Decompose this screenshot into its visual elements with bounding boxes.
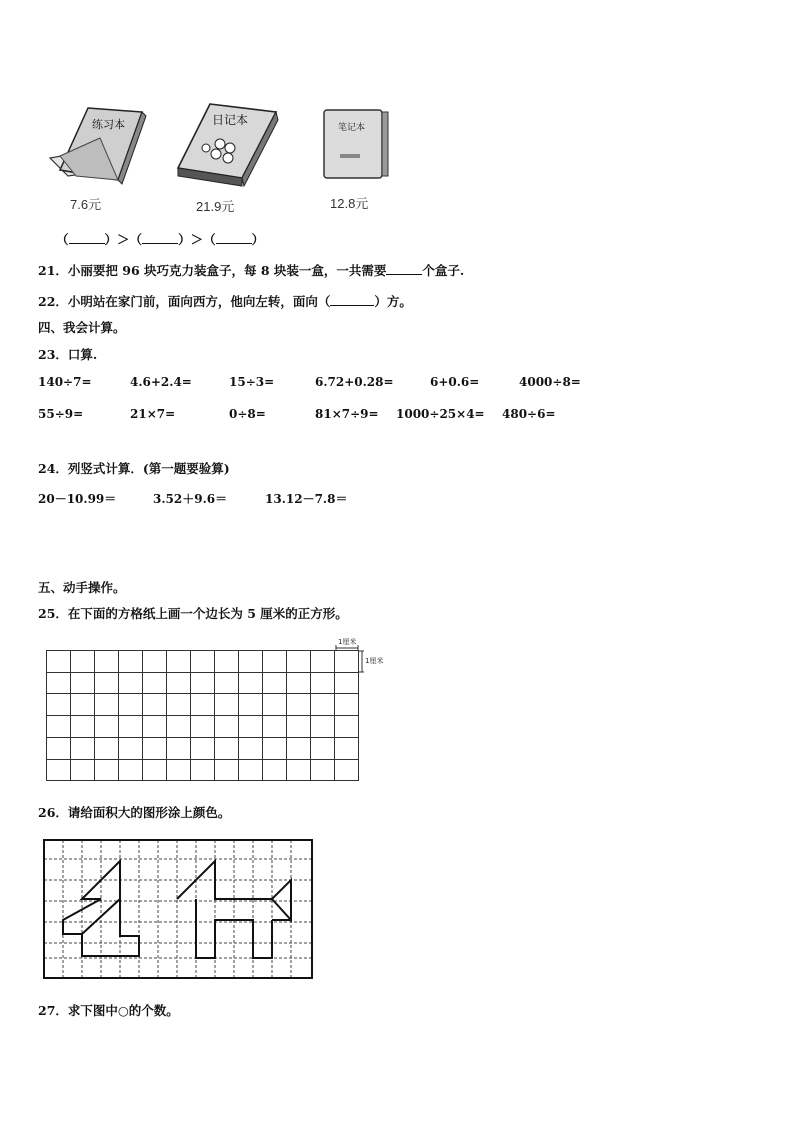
calc-2-5: 1000÷25×4= [396, 407, 485, 421]
question-26-title: 26．请给面积大的图形涂上颜色。 [38, 805, 231, 820]
scale-label-vertical: 1厘米 [365, 657, 384, 665]
calc-1-2: 4.6+2.4= [130, 375, 192, 389]
vertical-calc-2: 3.52＋9.6＝ [153, 492, 228, 506]
price-diary: 21.9元 [196, 199, 235, 214]
question-23-title: 23．口算. [38, 347, 98, 362]
price-notebook: 12.8元 [330, 196, 369, 211]
question-22: 22．小明站在家门前，面向西方，他向左转，面向（ ）方。 [38, 294, 412, 309]
calc-1-3: 15÷3= [229, 375, 275, 389]
scale-label-horizontal: 1厘米 [338, 638, 357, 646]
shapes-grid [40, 836, 320, 982]
q22-blank[interactable] [330, 293, 374, 306]
order-blank-2[interactable] [142, 231, 178, 244]
vertical-calc-3: 13.12－7.8＝ [265, 492, 348, 506]
square-grid-paper[interactable] [40, 636, 400, 786]
practice-book-image [50, 108, 146, 184]
notebook-image [324, 110, 388, 178]
calc-1-4: 6.72+0.28= [315, 375, 394, 389]
q21-blank[interactable] [386, 262, 422, 275]
question-24-title: 24．列竖式计算．(第一题要验算) [38, 461, 230, 476]
calc-1-6: 4000÷8= [519, 375, 581, 389]
calc-1-5: 6+0.6= [430, 375, 480, 389]
practice-book-cover: 练习本 [92, 118, 125, 131]
order-blank-1[interactable] [69, 231, 105, 244]
section-4-heading: 四、我会计算。 [38, 320, 126, 335]
calc-2-4: 81×7÷9= [315, 407, 379, 421]
price-practice-book: 7.6元 [70, 197, 102, 212]
diary-image [178, 104, 278, 186]
calc-1-1: 140÷7= [38, 375, 92, 389]
order-blank-3[interactable] [216, 231, 252, 244]
ordering-line: （ ）＞（ ）＞（ ） [56, 232, 265, 247]
question-25-title: 25．在下面的方格纸上画一个边长为 5 厘米的正方形。 [38, 606, 348, 621]
books-illustration [40, 98, 400, 188]
question-21: 21．小丽要把 96 块巧克力装盒子，每 8 块装一盒，一共需要 个盒子. [38, 263, 465, 278]
calc-2-3: 0÷8= [229, 407, 266, 421]
section-5-heading: 五、动手操作。 [38, 580, 126, 595]
diary-cover: 日记本 [212, 113, 249, 127]
question-27-title: 27．求下图中○的个数。 [38, 1003, 179, 1018]
calc-2-2: 21×7= [130, 407, 176, 421]
notebook-cover: 笔记本 [338, 123, 366, 133]
calc-2-1: 55÷9= [38, 407, 84, 421]
vertical-calc-1: 20－10.99＝ [38, 492, 117, 506]
calc-2-6: 480÷6= [502, 407, 556, 421]
